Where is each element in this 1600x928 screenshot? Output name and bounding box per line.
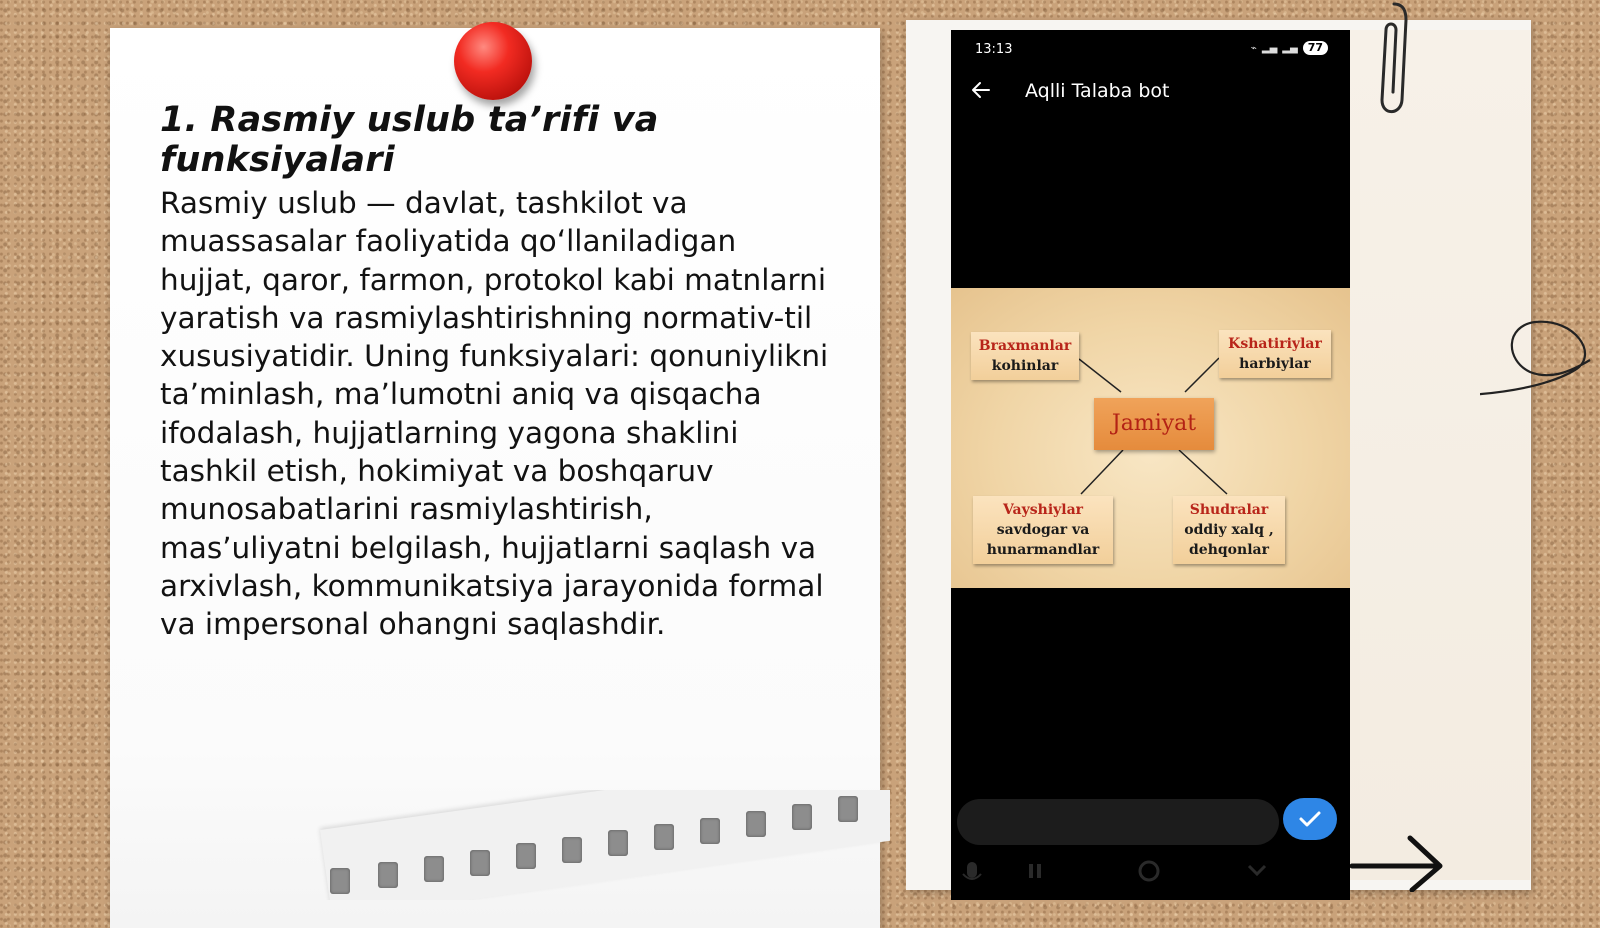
send-button[interactable]	[1283, 798, 1337, 840]
node-line: oddiy xalq ,	[1184, 522, 1274, 538]
caption-input[interactable]	[957, 799, 1279, 845]
phone-screenshot	[951, 30, 1350, 900]
node-title: Kshatiriylar	[1228, 336, 1322, 352]
doodle-loop-icon	[1480, 300, 1600, 410]
body-line: hujjat, qaror, farmon, protokol kabi matnlarni	[160, 262, 827, 297]
body-line: yaratish va rasmiylashtirishning normativ-til	[160, 300, 813, 335]
diagram-node-top-left	[971, 332, 1079, 380]
node-line: hunarmandlar	[986, 542, 1100, 558]
diagram-node-center: Jamiyat	[1094, 398, 1214, 450]
push-pin-icon	[454, 22, 532, 100]
recents-icon[interactable]	[1029, 864, 1041, 878]
mic-icon[interactable]	[963, 862, 981, 879]
arrow-right-icon	[1350, 832, 1450, 892]
body-line: mas’uliyatni belgilash, hujjatlarni saqlash va	[160, 530, 817, 565]
body-line: ifodalash, hujjatlarning yagona shaklini	[160, 415, 739, 450]
slide-body-text	[160, 184, 860, 644]
battery-badge: 77	[1303, 41, 1328, 55]
body-line: ta’minlash, ma’lumotni aniq va qisqacha	[160, 377, 762, 412]
node-title: Braxmanlar	[978, 338, 1072, 354]
vowifi-icon: ⌁	[1250, 42, 1257, 54]
paper-edge	[1350, 30, 1530, 880]
torn-spiral-strip	[300, 790, 890, 900]
status-time: 13:13	[975, 42, 1013, 57]
body-line: arxivlash, kommunikatsiya jarayonida formal	[160, 568, 824, 603]
checkmark-icon	[1283, 798, 1337, 840]
slide-title: 1. Rasmiy uslub ta’rifi va funksiyalari	[160, 100, 659, 180]
node-subtitle: harbiylar	[1239, 356, 1311, 372]
body-line: Rasmiy uslub — davlat, tashkilot va	[160, 186, 688, 220]
body-line: tashkil etish, hokimiyat va boshqaruv	[160, 454, 714, 489]
diagram-node-bottom-right	[1173, 496, 1285, 564]
status-icons	[1251, 41, 1328, 55]
body-line: muassasalar faoliyatida qo‘llaniladigan	[160, 224, 737, 259]
node-title: Vayshiylar	[1002, 502, 1084, 518]
body-line: xususiyatidir. Uning funksiyalari: qonuniylikni	[160, 339, 829, 374]
diagram-image[interactable]	[951, 288, 1350, 588]
chevron-down-icon[interactable]	[1249, 866, 1265, 874]
node-subtitle: kohinlar	[991, 358, 1059, 374]
system-navbar	[951, 850, 1350, 900]
node-line: dehqonlar	[1189, 542, 1269, 558]
node-line: savdogar va	[996, 522, 1090, 538]
node-title: Shudralar	[1189, 502, 1269, 518]
home-icon[interactable]	[1140, 862, 1158, 880]
paper-clip-icon	[1372, 0, 1412, 125]
signal-icon-2: ▂▄	[1282, 42, 1298, 54]
signal-icon: ▂▄	[1261, 42, 1278, 54]
body-line: munosabatlarini rasmiylashtirish,	[160, 492, 653, 527]
arrow-left-icon[interactable]	[969, 78, 993, 102]
chat-title: Aqlli Talaba bot	[1025, 80, 1170, 102]
diagram-node-top-right	[1219, 330, 1331, 378]
body-line: va impersonal ohangni saqlashdir.	[160, 607, 666, 642]
diagram-node-bottom-left	[973, 496, 1113, 564]
